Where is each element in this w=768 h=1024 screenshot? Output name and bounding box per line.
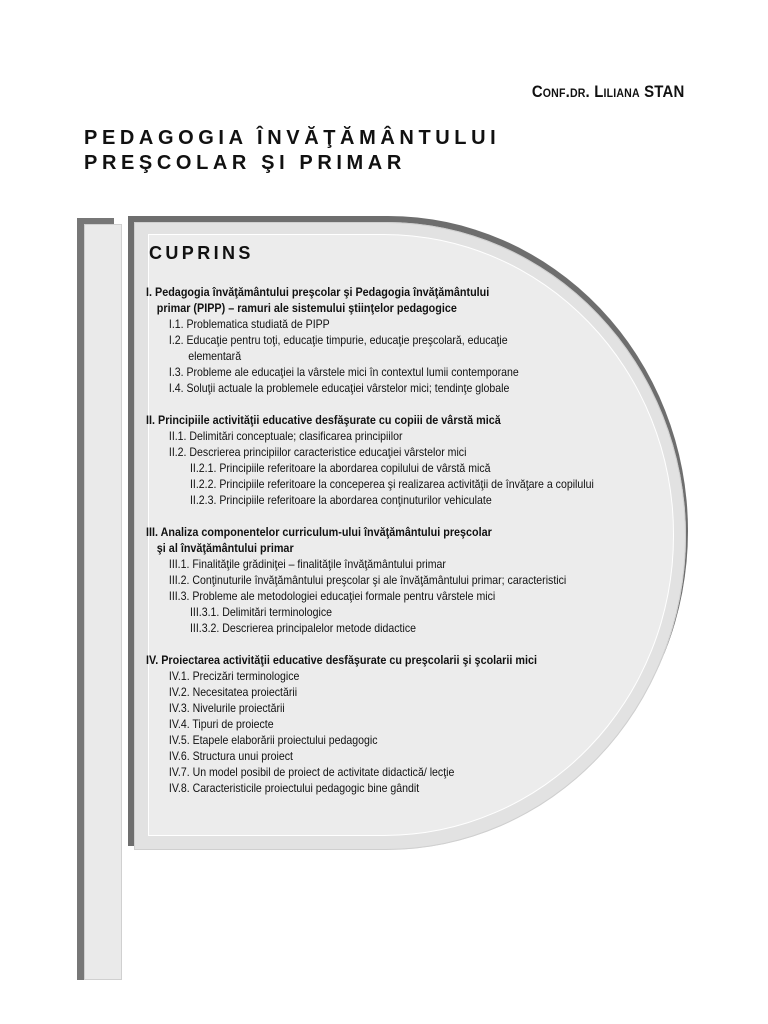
toc-item: I.4. Soluţii actuale la problemele educaţiei vârstelor mici; tendinţe globale <box>168 381 510 395</box>
contents-heading: CUPRINS <box>149 243 254 263</box>
toc-item: IV.7. Un model posibil de proiect de activitate didactică/ lecţie <box>168 765 455 779</box>
side-bar <box>84 224 122 980</box>
toc-subitem: II.2.2. Principiile referitoare la conceperea şi realizarea activităţii de învăţare a copilului <box>190 477 594 491</box>
section-title: II. Principiile activităţii educative desfăşurate cu copiii de vârstă mică <box>146 413 501 427</box>
toc-item: IV.2. Necesitatea proiectării <box>168 685 298 699</box>
section-title: primar (PIPP) – ramuri ale sistemului ştiinţelor pedagogice <box>156 301 457 315</box>
section-title: III. Analiza componentelor curriculum-ului învăţământului preşcolar <box>146 525 492 539</box>
title-line-2: PREŞCOLAR ŞI PRIMAR <box>84 152 406 174</box>
toc-subitem: II.2.1. Principiile referitoare la abordarea copilului de vârstă mică <box>190 461 491 475</box>
title-line-1: PEDAGOGIA ÎNVĂŢĂMÂNTULUI <box>84 127 501 149</box>
section-4 <box>146 652 686 796</box>
toc-item: III.1. Finalităţile grădiniţei – finalităţile învăţământului primar <box>168 557 446 571</box>
toc-item: IV.4. Tipuri de proiecte <box>168 717 274 731</box>
toc-item: IV.8. Caracteristicile proiectului pedagogic bine gândit <box>168 781 420 795</box>
toc-item: IV.1. Precizări terminologice <box>168 669 300 683</box>
toc-item: IV.6. Structura unui proiect <box>168 749 293 763</box>
section-title: I. Pedagogia învăţământului preşcolar şi Pedagogia învăţământului <box>146 285 490 299</box>
section-1 <box>146 284 686 396</box>
toc-item: III.2. Conţinuturile învăţământului preşcolar şi ale învăţământului primar; caracteristici <box>168 573 567 587</box>
toc-item: IV.5. Etapele elaborării proiectului pedagogic <box>168 733 378 747</box>
toc-item: IV.3. Nivelurile proiectării <box>168 701 285 715</box>
toc-item: III.3. Probleme ale metodologiei educaţiei formale pentru vârstele mici <box>168 589 496 603</box>
toc-item: I.3. Probleme ale educaţiei la vârstele mici în contextul lumii contemporane <box>168 365 519 379</box>
toc-item: II.1. Delimitări conceptuale; clasificarea principiilor <box>168 429 403 443</box>
section-2 <box>146 412 686 508</box>
section-title: IV. Proiectarea activităţii educative desfăşurate cu preşcolarii şi şcolarii mici <box>146 653 537 667</box>
section-3 <box>146 524 686 636</box>
toc-subitem: III.3.2. Descrierea principalelor metode didactice <box>190 621 416 635</box>
document-title <box>84 126 500 176</box>
section-title: şi al învăţământului primar <box>156 541 294 555</box>
toc-subitem: II.2.3. Principiile referitoare la abordarea conţinuturilor vehiculate <box>190 493 492 507</box>
table-of-contents <box>146 242 686 812</box>
toc-subitem: III.3.1. Delimitări terminologice <box>190 605 333 619</box>
toc-item: elementară <box>188 349 242 363</box>
toc-item: I.2. Educaţie pentru toţi, educaţie timpurie, educaţie preşcolară, educaţie <box>168 333 508 347</box>
toc-item: I.1. Problematica studiată de PIPP <box>168 317 330 331</box>
author-name: Conf.dr. Liliana STAN <box>531 82 684 101</box>
toc-item: II.2. Descrierea principiilor caracteristice educaţiei vârstelor mici <box>168 445 467 459</box>
